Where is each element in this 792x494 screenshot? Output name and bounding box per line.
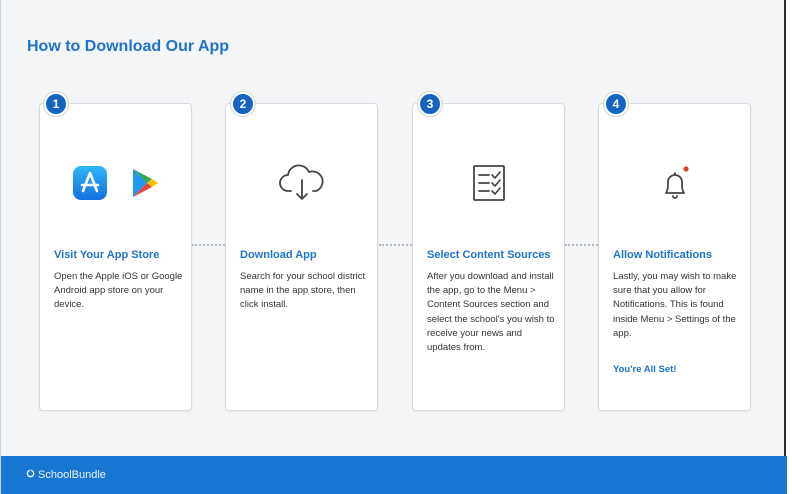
step-1-title: Visit Your App Store <box>54 249 160 261</box>
step-3-badge: 3 <box>418 92 442 116</box>
step-connector-3-4 <box>565 244 598 246</box>
google-play-icon <box>130 167 160 204</box>
step-1-description: Open the Apple iOS or Google Android app store on your device. <box>54 271 183 311</box>
step-connector-2-3 <box>379 244 412 246</box>
step-4-description: Lastly, you may wish to make sure that you allow for Notifications. This is found inside Menu > Settings of the app. <box>613 271 737 339</box>
brand-label: SchoolBundle <box>38 469 106 481</box>
step-3-icons <box>413 162 564 208</box>
step-4-badge: 4 <box>604 92 628 116</box>
checklist-icon <box>472 164 506 207</box>
schoolbundle-logo-icon <box>26 469 35 481</box>
step-4-icons <box>599 162 750 208</box>
step-card-2 <box>225 103 378 411</box>
app-store-icon <box>72 165 108 206</box>
step-3-description: After you download and install the app, go to the Menu > Content Sources section and select the school's you wish to receive your news and updates from. <box>427 271 555 354</box>
step-card-1 <box>39 103 192 411</box>
notification-bell-icon <box>657 163 693 208</box>
cloud-download-icon <box>278 163 326 208</box>
step-2-badge: 2 <box>231 92 255 116</box>
footer-bar <box>1 456 787 494</box>
step-2-description: Search for your school district name in the app store, then click install. <box>240 271 366 311</box>
step-1-icons <box>40 162 191 208</box>
page-title: How to Download Our App <box>27 38 230 55</box>
step-connector-1-2 <box>192 244 225 246</box>
step-1-badge: 1 <box>44 92 68 116</box>
all-set-label: You're All Set! <box>613 364 677 375</box>
step-2-title: Download App <box>240 249 317 261</box>
step-2-icons <box>226 162 377 208</box>
step-card-4 <box>598 103 751 411</box>
step-4-title: Allow Notifications <box>613 249 712 261</box>
step-card-3 <box>412 103 565 411</box>
step-3-title: Select Content Sources <box>427 249 551 261</box>
schoolbundle-brand[interactable] <box>26 469 106 481</box>
